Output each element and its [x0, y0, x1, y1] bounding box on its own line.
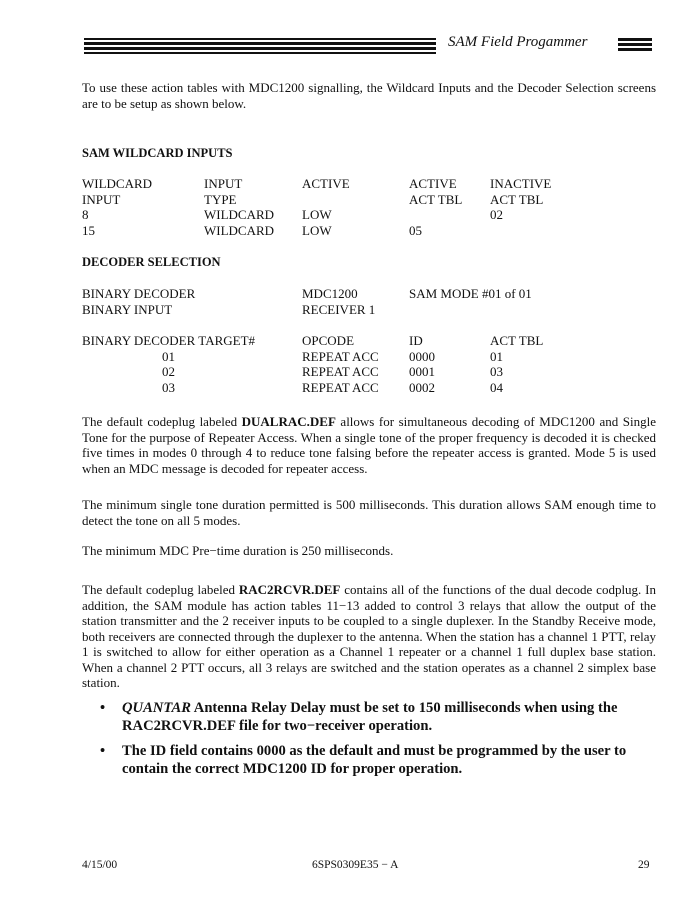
header-rule-right — [618, 38, 652, 53]
notes-list — [100, 699, 660, 785]
header-rule-left — [84, 38, 436, 56]
bullet-marker: • — [100, 743, 106, 759]
decoder-heading: DECODER SELECTION — [82, 255, 221, 269]
bullet-marker: • — [100, 700, 106, 716]
header-title: SAM Field Progammer — [448, 34, 588, 50]
rac2rcvr-paragraph: The default codeplug labeled RAC2RCVR.DEF contains all of the functions of the dual decode codplug. In addition, the SAM module has action tables 11−13 added to control 3 relays that allow the output of the station transmitter and the 2 receiver inputs to be coupled to a single duplexer. In the Standby Receive mode, both receivers are connected through the duplexer to the antenna. When the station has a channel 1 PTT, relay 1 is switched to allow for either operation as a Channel 1 repeater or a channel 1 full duplex base station. When a channel 2 PTT occurs, all 3 relays are switched and the station operates as a channel 2 simplex base station. — [82, 582, 656, 690]
tone-duration-paragraph: The minimum single tone duration permitted is 500 milliseconds. This duration allows SAM enough time to detect the tone on all 5 modes. — [82, 497, 656, 528]
rac2rcvr-filename: RAC2RCVR.DEF — [238, 582, 341, 597]
dualrac-paragraph: The default codeplug labeled DUALRAC.DEF allows for simultaneous decoding of MDC1200 and Single Tone for the purpose of Repeater Access. When a single tone of the proper frequency is decoded it is checked five times in modes 0 through 4 to reduce tone falsing before the repeater access is granted. Mode 5 is used when an MDC message is decoded for repeater access. — [82, 414, 656, 476]
pretime-paragraph: The minimum MDC Pre−time duration is 250 milliseconds. — [82, 543, 394, 558]
footer-page-number: 29 — [638, 859, 650, 871]
dualrac-filename: DUALRAC.DEF — [241, 414, 336, 429]
list-item: • QUANTAR Antenna Relay Delay must be set to 150 milliseconds when using the RAC2RCVR.DEF file for two−receiver operation. — [100, 700, 618, 734]
list-item: • The ID field contains 0000 as the default and must be programmed by the user to contain the correct MDC1200 ID for proper operation. — [100, 743, 627, 777]
footer-doc-number: 6SPS0309E35 − A — [312, 859, 399, 871]
footer-date: 4/15/00 — [82, 859, 118, 871]
intro-paragraph: To use these action tables with MDC1200 signalling, the Wildcard Inputs and the Decoder Selection screens are to be setup as shown below. — [82, 80, 656, 111]
document-page: SAM Field Progammer To use these action tables with MDC1200 signalling, the Wildcard Inputs and the Decoder Selection screens are to be setup as shown below. SAM WILDCARD INPUTS WILDCARD INPUT ACTIVE ACTIVE INACTIVE INPUT TYPE ACT TBL ACT TBL 8 WILDCARD LOW 02 15 WILDCARD LOW 05 DECODER SELECTION BINARY DECODER MDC1200 SAM MODE #01 of 01 BINARY INPUT RECEIVER 1 BINARY DECODER TARGET# OPCODE ID ACT TBL 01 REPEAT ACC 0000 01 02 REPEAT ACC 0001 03 03 REPEAT ACC 0002 04 The default codeplug labeled DUALRAC.DEF allows for simultaneous decoding of MDC1200 and Single Tone for the purpose of Repeater Access. When a single tone of the proper frequency is decoded it is checked five times in modes 0 through 4 to reduce tone falsing before the repeater access is granted. Mode 5 is used when an MDC message is decoded for repeater access. The minimum single tone duration permitted is 500 milliseconds. This duration allows SAM enough time to detect the tone on all 5 modes. The minimum MDC Pre−time duration is 250 milliseconds. The default codeplug labeled RAC2RCVR.DEF contains all of the functions of the dual decode codplug. In addition, the SAM module has action tables 11−13 added to control 3 relays that allow the output of the station transmitter and the 2 receiver inputs to be coupled to a single duplexer. In the Standby Receive mode, both receivers are connected through the duplexer to the antenna. When the station has a channel 1 PTT, relay 1 is switched to allow for either operation as a Channel 1 repeater or a channel 1 full duplex base station. When a channel 2 PTT occurs, all 3 relays are switched and the station operates as a channel 2 simplex base station. • QUANTAR Antenna Relay Delay must be set to 150 milliseconds when using the RAC2RCVR.DEF file for two−receiver operation. • The ID field contains 0000 as the default and must be programmed by the user to contain the correct MDC1200 ID for proper operation. 4/15/00 6SPS0309E35 − A 29 — [0, 0, 695, 899]
wildcard-heading: SAM WILDCARD INPUTS — [82, 146, 233, 160]
